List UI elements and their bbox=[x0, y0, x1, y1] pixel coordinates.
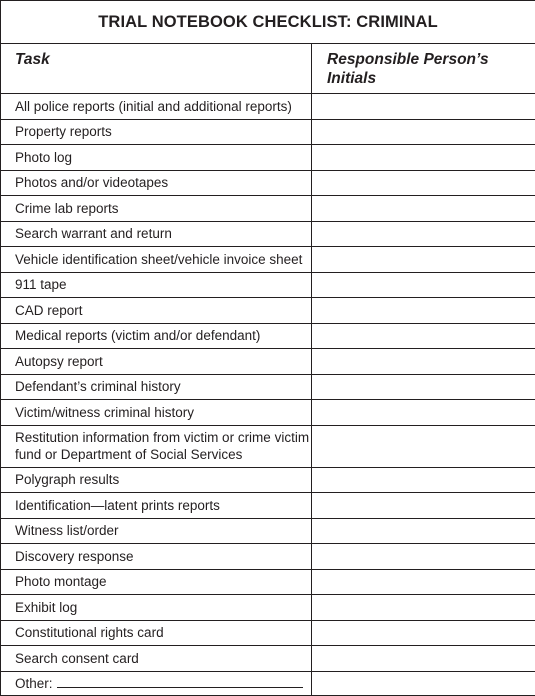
initials-cell[interactable] bbox=[312, 620, 535, 646]
checklist-row bbox=[1, 119, 535, 145]
task-cell: Search warrant and return bbox=[1, 221, 312, 247]
checklist-row bbox=[1, 544, 535, 570]
checklist-title: TRIAL NOTEBOOK CHECKLIST: CRIMINAL bbox=[1, 1, 535, 44]
checklist-row bbox=[1, 569, 535, 595]
initials-cell[interactable] bbox=[312, 170, 535, 196]
task-cell: Photos and/or videotapes bbox=[1, 170, 312, 196]
checklist-items bbox=[1, 94, 535, 672]
initials-cell[interactable] bbox=[312, 221, 535, 247]
title-row bbox=[1, 1, 535, 44]
checklist-row bbox=[1, 518, 535, 544]
initials-cell[interactable] bbox=[312, 374, 535, 400]
initials-cell[interactable] bbox=[312, 493, 535, 519]
task-cell: CAD report bbox=[1, 298, 312, 324]
task-cell: Vehicle identification sheet/vehicle invoice sheet bbox=[1, 247, 312, 273]
checklist-row bbox=[1, 400, 535, 426]
task-cell: Witness list/order bbox=[1, 518, 312, 544]
task-cell: Property reports bbox=[1, 119, 312, 145]
other-row bbox=[1, 671, 535, 695]
initials-cell[interactable] bbox=[312, 544, 535, 570]
other-task-cell bbox=[1, 671, 312, 695]
column-header-row bbox=[1, 44, 535, 94]
initials-cell[interactable] bbox=[312, 646, 535, 672]
task-cell: Identification—latent prints reports bbox=[1, 493, 312, 519]
checklist-row bbox=[1, 646, 535, 672]
other-initials-cell[interactable] bbox=[312, 671, 535, 695]
task-cell: Exhibit log bbox=[1, 595, 312, 621]
task-cell: Crime lab reports bbox=[1, 196, 312, 222]
initials-cell[interactable] bbox=[312, 196, 535, 222]
initials-cell[interactable] bbox=[312, 349, 535, 375]
checklist-row bbox=[1, 349, 535, 375]
task-cell: Polygraph results bbox=[1, 467, 312, 493]
checklist-row bbox=[1, 196, 535, 222]
task-cell: Photo log bbox=[1, 145, 312, 171]
checklist-row bbox=[1, 425, 535, 467]
other-blank-line[interactable] bbox=[57, 676, 303, 688]
task-cell: Autopsy report bbox=[1, 349, 312, 375]
checklist-row bbox=[1, 323, 535, 349]
initials-cell[interactable] bbox=[312, 145, 535, 171]
task-cell: Restitution information from victim or crime victim fund or Department of Social Services bbox=[1, 425, 312, 467]
initials-column-header: Responsible Person’s Initials bbox=[312, 44, 535, 94]
task-cell: Discovery response bbox=[1, 544, 312, 570]
initials-cell[interactable] bbox=[312, 272, 535, 298]
initials-cell[interactable] bbox=[312, 518, 535, 544]
initials-cell[interactable] bbox=[312, 425, 535, 467]
task-cell: Victim/witness criminal history bbox=[1, 400, 312, 426]
task-cell: 911 tape bbox=[1, 272, 312, 298]
checklist-row bbox=[1, 493, 535, 519]
initials-cell[interactable] bbox=[312, 569, 535, 595]
initials-cell[interactable] bbox=[312, 298, 535, 324]
task-cell: Constitutional rights card bbox=[1, 620, 312, 646]
task-cell: Defendant’s criminal history bbox=[1, 374, 312, 400]
initials-cell[interactable] bbox=[312, 323, 535, 349]
initials-cell[interactable] bbox=[312, 119, 535, 145]
checklist-row bbox=[1, 374, 535, 400]
initials-cell[interactable] bbox=[312, 400, 535, 426]
checklist-row bbox=[1, 170, 535, 196]
initials-cell[interactable] bbox=[312, 595, 535, 621]
task-cell: All police reports (initial and additional reports) bbox=[1, 94, 312, 120]
checklist-row bbox=[1, 94, 535, 120]
task-column-header: Task bbox=[1, 44, 312, 94]
initials-cell[interactable] bbox=[312, 94, 535, 120]
checklist-row bbox=[1, 620, 535, 646]
task-cell: Medical reports (victim and/or defendant) bbox=[1, 323, 312, 349]
checklist-row bbox=[1, 298, 535, 324]
initials-cell[interactable] bbox=[312, 247, 535, 273]
checklist-row bbox=[1, 247, 535, 273]
task-cell: Photo montage bbox=[1, 569, 312, 595]
checklist-row bbox=[1, 595, 535, 621]
other-label: Other: bbox=[15, 675, 53, 691]
checklist-row bbox=[1, 221, 535, 247]
checklist-row bbox=[1, 145, 535, 171]
checklist-row bbox=[1, 272, 535, 298]
task-cell: Search consent card bbox=[1, 646, 312, 672]
initials-cell[interactable] bbox=[312, 467, 535, 493]
checklist-row bbox=[1, 467, 535, 493]
